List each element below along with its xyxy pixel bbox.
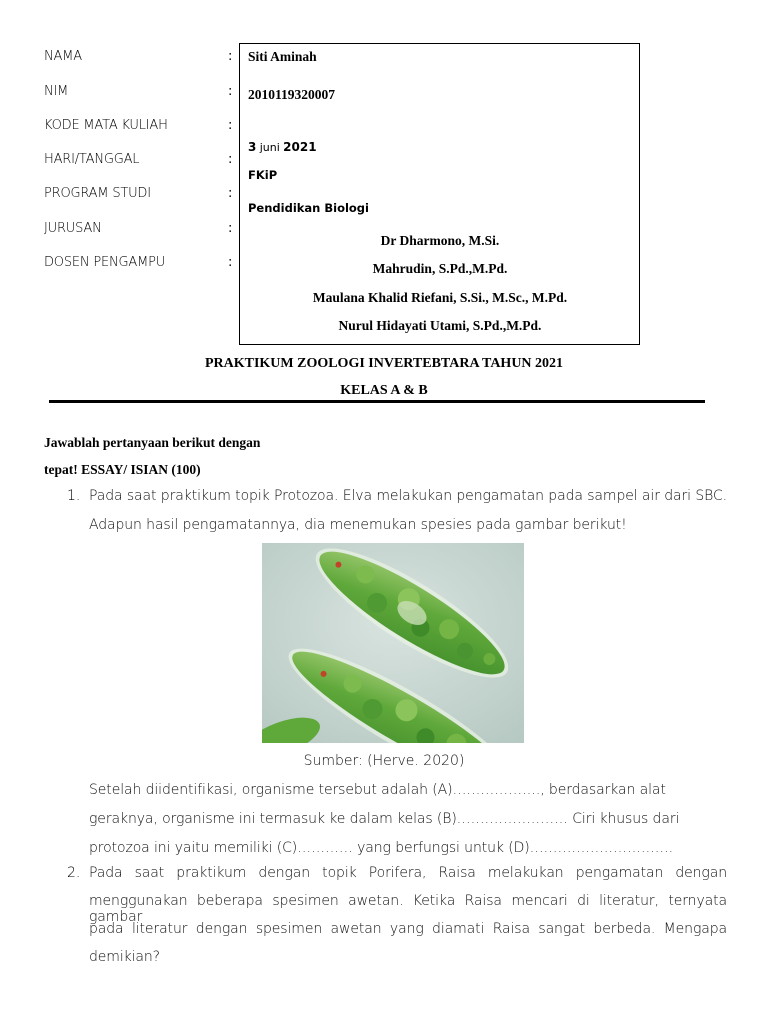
image-caption: Sumber: (Herve. 2020) (303, 753, 465, 769)
date-year: 2021 (283, 140, 317, 154)
question-1-after-line-2: geraknya, organisme ini termasuk ke dalam kelas (B)…………………… Ciri khusus dari (89, 811, 680, 827)
question-1-number: 1. (67, 488, 81, 504)
date-day: 3 (248, 140, 257, 154)
value-program-studi: FKiP (248, 168, 278, 182)
question-2-line-1: Pada saat praktikum dengan topik Porifera, Raisa melakukan pengamatan dengan (89, 865, 727, 881)
question-2-number: 2. (67, 865, 81, 881)
colon: : (228, 186, 233, 201)
euglena-microscope-image (262, 543, 524, 743)
colon: : (228, 84, 233, 99)
colon: : (228, 118, 233, 133)
date-month: juni (259, 141, 280, 154)
question-1-after-line-1: Setelah diidentifikasi, organisme tersebut adalah (A)………………., berdasarkan alat (89, 782, 666, 798)
label-kode-mata-kuliah: KODE MATA KULIAH (44, 118, 168, 133)
label-hari-tanggal: HARI/TANGGAL (44, 152, 140, 167)
colon: : (228, 255, 233, 270)
label-program-studi: PROGRAM STUDI (44, 186, 151, 201)
question-1-after-line-3: protozoa ini yaitu memiliki (C)………… yang berfungsi untuk (D)…………………………. (89, 840, 673, 856)
label-nim: NIM (44, 84, 69, 99)
colon: : (228, 152, 233, 167)
question-1-line-2: Adapun hasil pengamatannya, dia menemukan spesies pada gambar berikut! (89, 517, 627, 533)
divider (49, 400, 705, 403)
instructions-line-2: tepat! ESSAY/ ISIAN (100) (44, 462, 201, 477)
page-title: PRAKTIKUM ZOOLOGI INVERTEBTARA TAHUN 2021 (204, 356, 564, 371)
colon: : (228, 49, 233, 64)
label-dosen-pengampu: DOSEN PENGAMPU (44, 255, 166, 270)
dosen-2: Mahrudin, S.Pd.,M.Pd. (372, 261, 508, 276)
label-nama: NAMA (44, 49, 82, 64)
dosen-3: Maulana Khalid Riefani, S.Si., M.Sc., M.Pd. (312, 290, 568, 305)
value-nama: Siti Aminah (248, 49, 317, 64)
question-2-line-4: demikian? (89, 949, 161, 965)
value-jurusan: Pendidikan Biologi (248, 201, 369, 215)
question-2-line-2: menggunakan beberapa spesimen awetan. Ketika Raisa mencari di literatur, ternyata gambar (89, 893, 727, 925)
label-jurusan: JURUSAN (44, 221, 102, 236)
value-tanggal (248, 139, 317, 155)
page-subtitle: KELAS A & B (340, 383, 428, 398)
colon: : (228, 221, 233, 236)
question-2-line-3: pada literatur dengan spesimen awetan yang diamati Raisa sangat berbeda. Mengapa (89, 921, 727, 937)
value-nim: 2010119320007 (248, 87, 336, 102)
dosen-4: Nurul Hidayati Utami, S.Pd.,M.Pd. (338, 318, 542, 333)
dosen-1: Dr Dharmono, M.Si. (380, 233, 500, 248)
question-1-line-1: Pada saat praktikum topik Protozoa. Elva melakukan pengamatan pada sampel air dari SBC. (89, 488, 727, 504)
instructions-line-1: Jawablah pertanyaan berikut dengan (44, 435, 261, 450)
